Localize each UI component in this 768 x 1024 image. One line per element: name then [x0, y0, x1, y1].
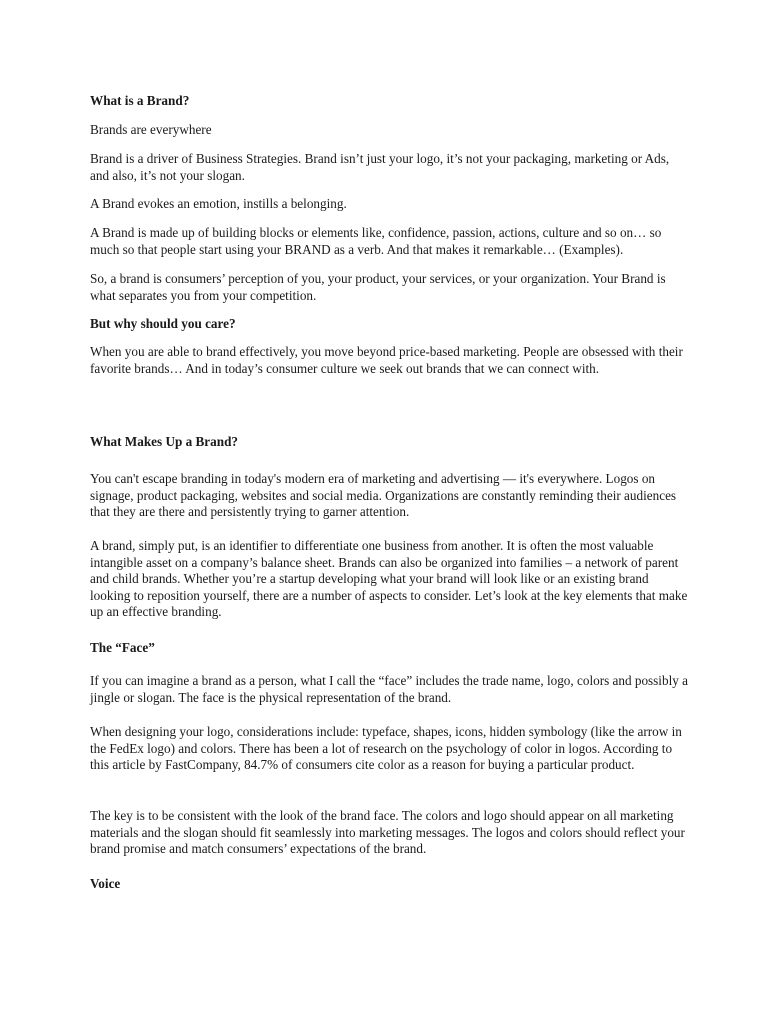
paragraph-brands-everywhere: Brands are everywhere: [90, 122, 212, 137]
paragraph-logo-design: When designing your logo, considerations include: typeface, shapes, icons, hidden symbology (like the arrow in the FedEx logo) and colors. There has been a lot of research on the psychology of color in logos. According to this article by FastCompany, 84.7% of consumers cite color as a reason for buying a particular product.: [90, 724, 682, 773]
paragraph-be-consistent: The key is to be consistent with the look of the brand face. The colors and logo should appear on all marketing materials and the slogan should fit seamlessly into marketing messages. The logos and colors should reflect your brand promise and match consumers’ expectations of the brand.: [90, 808, 685, 857]
heading-why-should-you-care: But why should you care?: [90, 316, 236, 331]
paragraph-brand-emotion: A Brand evokes an emotion, instills a belonging.: [90, 196, 347, 211]
paragraph-cant-escape-branding: You can't escape branding in today's modern era of marketing and advertising — it's everywhere. Logos on signage, product packaging, websites and social media. Organizations are constantly reminding their audiences that they are there and persistently trying to garner attention.: [90, 471, 677, 520]
heading-voice: Voice: [90, 876, 121, 891]
heading-what-makes-up-a-brand: What Makes Up a Brand?: [90, 434, 239, 449]
paragraph-brand-effectively: When you are able to brand effectively, you move beyond price-based marketing. People are obsessed with their favorite brands… And in today’s consumer culture we seek out brands that we can connect with.: [90, 344, 683, 376]
paragraph-brand-identifier: A brand, simply put, is an identifier to differentiate one business from another. It is often the most valuable intangible asset on a company’s balance sheet. Brands can also be organized into families – a network of parent and child brands. Whether you’re a startup developing what your brand will look like or an existing brand looking to reposition yourself, there are a number of aspects to consider. Let’s look at the key elements that make up an effective branding.: [90, 538, 688, 620]
heading-what-is-a-brand: What is a Brand?: [90, 93, 190, 108]
paragraph-face-as-person: If you can imagine a brand as a person, what I call the “face” includes the trade name, logo, colors and possibly a jingle or slogan. The face is the physical representation of the brand.: [90, 673, 688, 705]
paragraph-building-blocks: A Brand is made up of building blocks or elements like, confidence, passion, actions, culture and so on… so much so that people start using your BRAND as a verb. And that makes it remarkable… (Examples).: [90, 225, 662, 257]
heading-the-face: The “Face”: [90, 640, 155, 655]
paragraph-consumer-perception: So, a brand is consumers’ perception of you, your product, your services, or your organization. Your Brand is what separates you from your competition.: [90, 271, 666, 303]
paragraph-brand-driver: Brand is a driver of Business Strategies. Brand isn’t just your logo, it’s not your packaging, marketing or Ads, and also, it’s not your slogan.: [90, 151, 670, 183]
